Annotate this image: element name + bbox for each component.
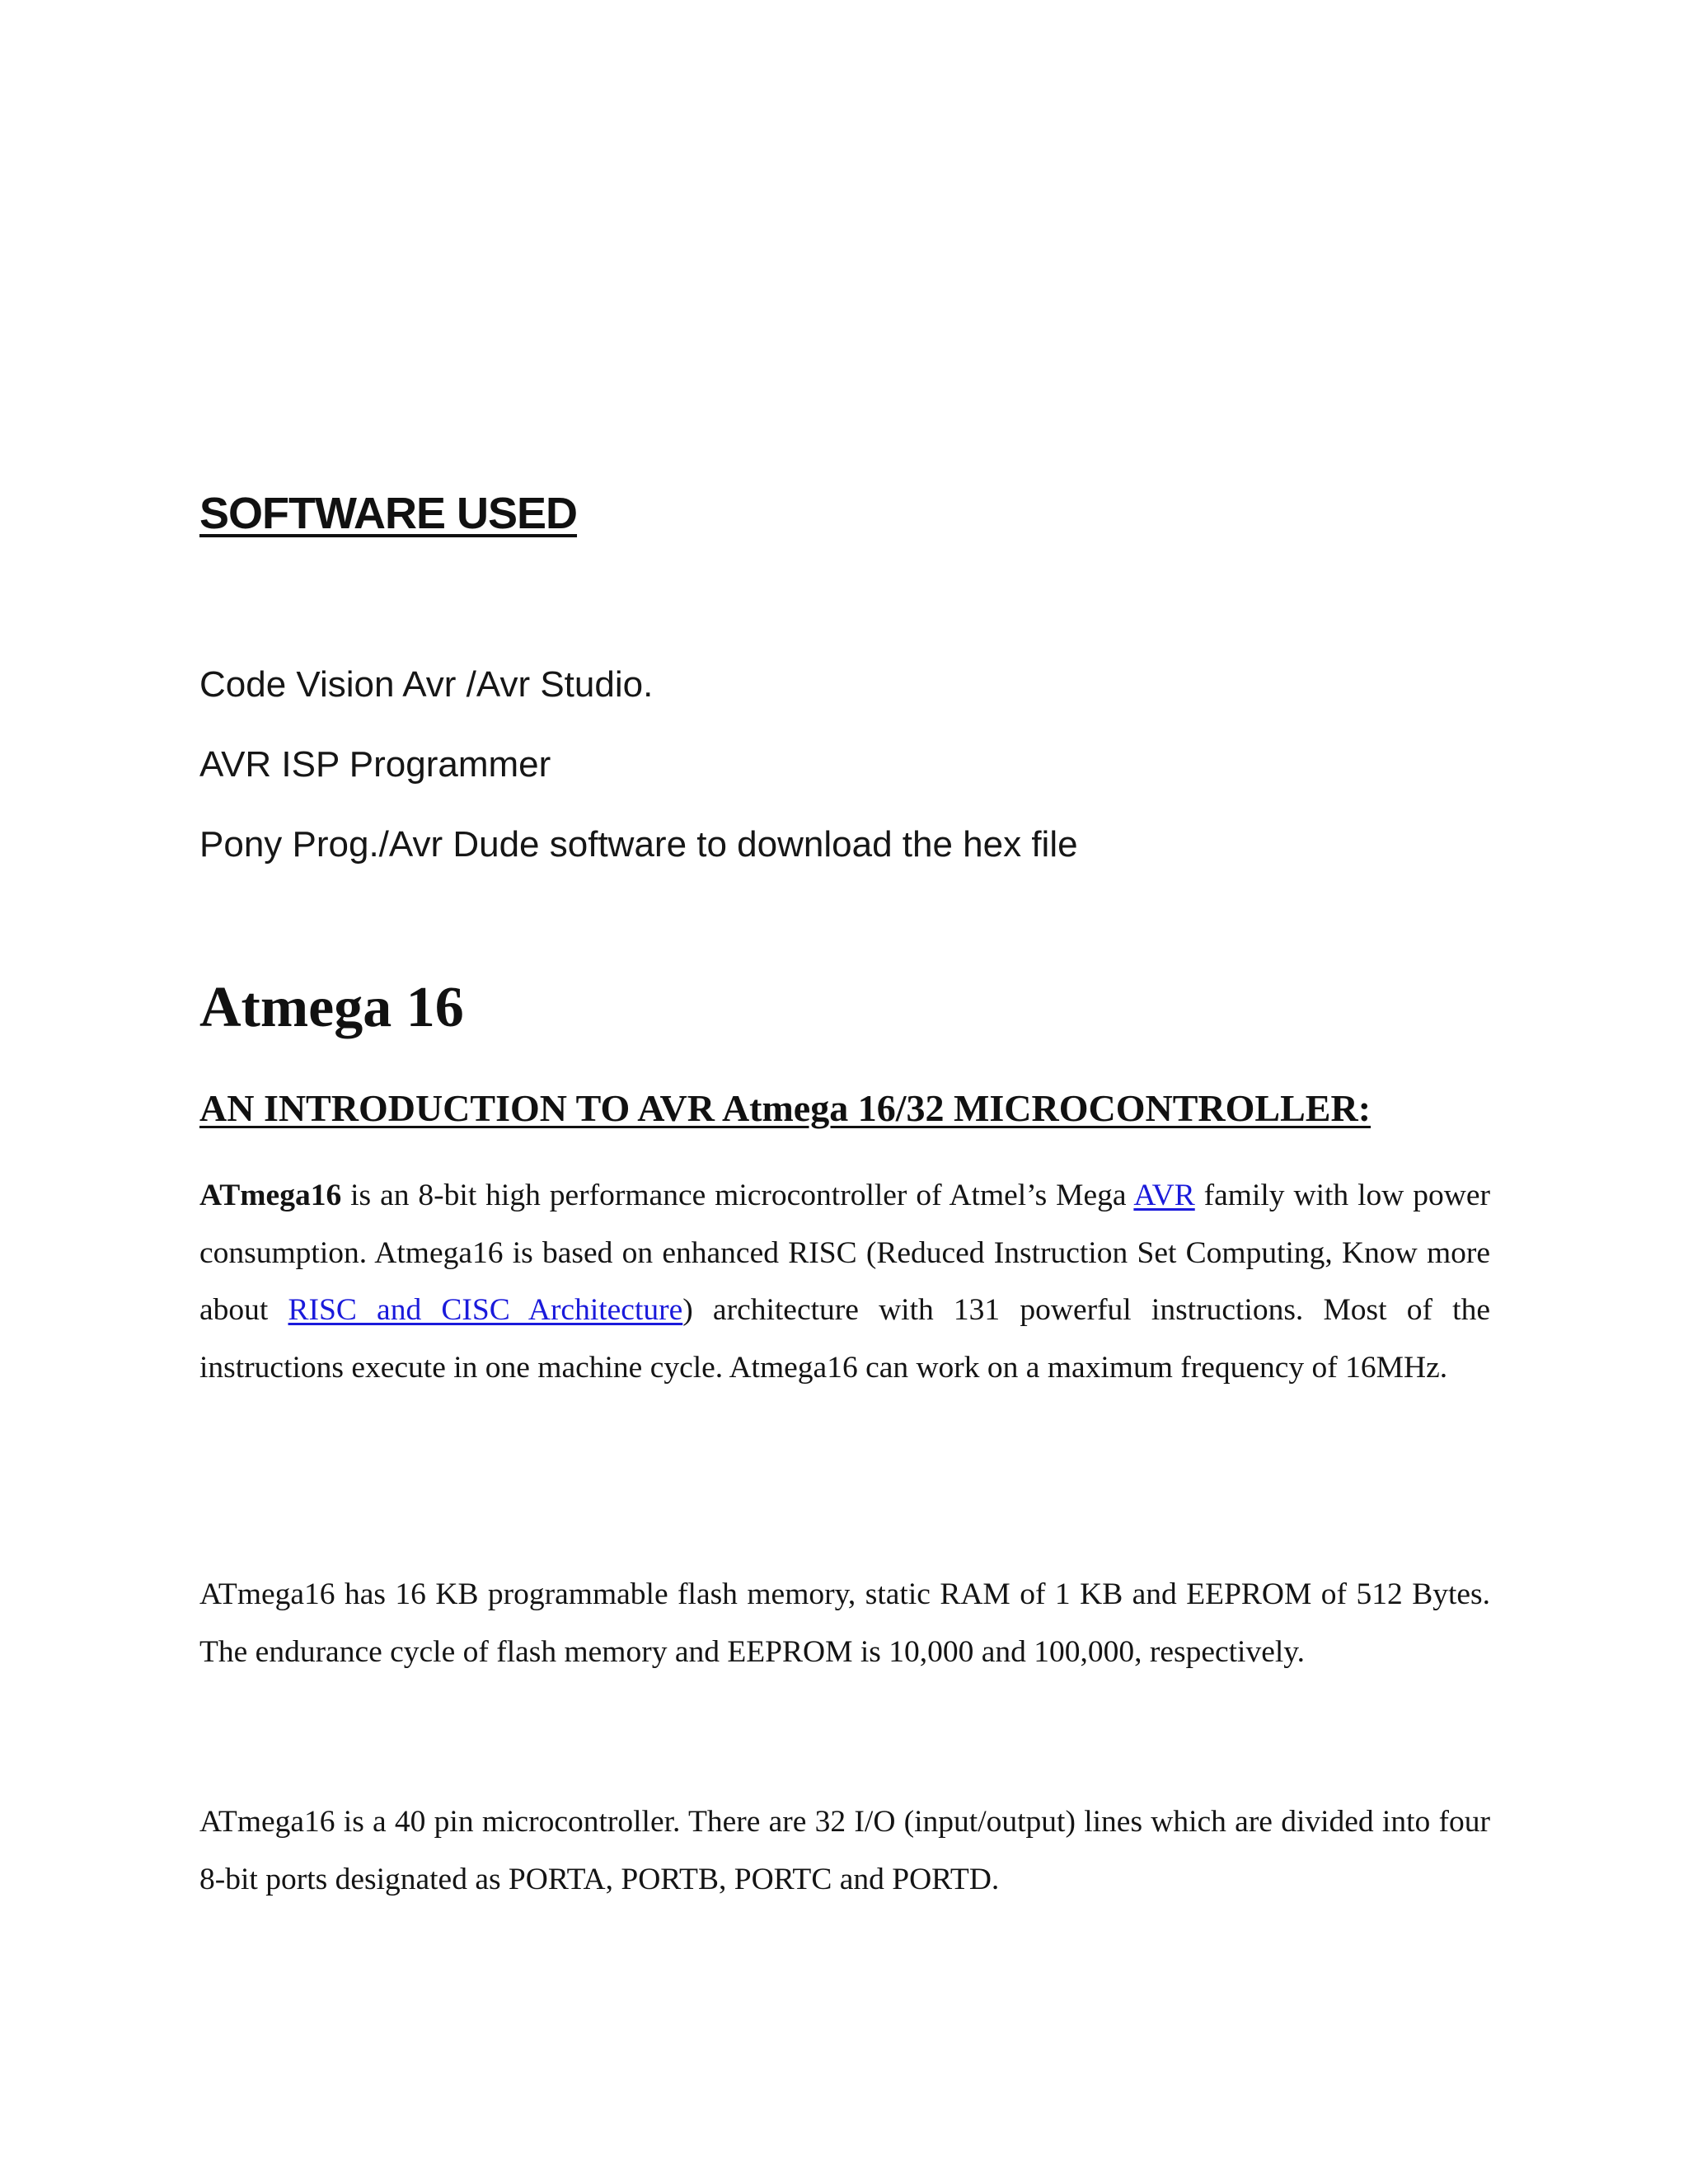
risc-cisc-link[interactable]: RISC and CISC Architecture bbox=[288, 1293, 683, 1327]
paragraph-overview-text-a: is an 8-bit high performance microcontroller of Atmel’s Mega bbox=[341, 1179, 1134, 1212]
paragraph-overview-text-c: ) architecture with 131 powerful instructions. Most of the instructions execute in one machine cycle. Atmega16 can work on a maximum frequency of 16MHz. bbox=[199, 1293, 1490, 1385]
software-item-ponyprog: Pony Prog./Avr Dude software to download the hex file bbox=[199, 824, 1078, 865]
avr-link[interactable]: AVR bbox=[1133, 1179, 1195, 1212]
paragraph-pins: ATmega16 is a 40 pin microcontroller. There are 32 I/O (input/output) lines which are divided into four 8-bit ports designated as PORTA, PORTB, PORTC and PORTD. bbox=[199, 1805, 1490, 1896]
paragraph-memory: ATmega16 has 16 KB programmable flash memory, static RAM of 1 KB and EEPROM of 512 Bytes. The endurance cycle of flash memory and EEPROM is 10,000 and 100,000, respectively. bbox=[199, 1577, 1490, 1669]
software-used-heading: SOFTWARE USED bbox=[199, 489, 578, 538]
paragraph-overview bbox=[199, 1167, 1490, 1396]
paragraph-overview-text-b: family with low power consumption. Atmega16 is based on enhanced RISC (Reduced Instruction Set Computing, Know more about bbox=[199, 1179, 1490, 1327]
atmega-title: Atmega 16 bbox=[199, 976, 464, 1039]
intro-heading: AN INTRODUCTION TO AVR Atmega 16/32 MICROCONTROLLER: bbox=[199, 1087, 1372, 1129]
software-item-avr-isp: AVR ISP Programmer bbox=[199, 744, 551, 785]
software-list bbox=[199, 656, 1078, 896]
software-item-codevision: Code Vision Avr /Avr Studio. bbox=[199, 664, 654, 705]
atmega16-bold-lead: ATmega16 bbox=[199, 1179, 342, 1212]
